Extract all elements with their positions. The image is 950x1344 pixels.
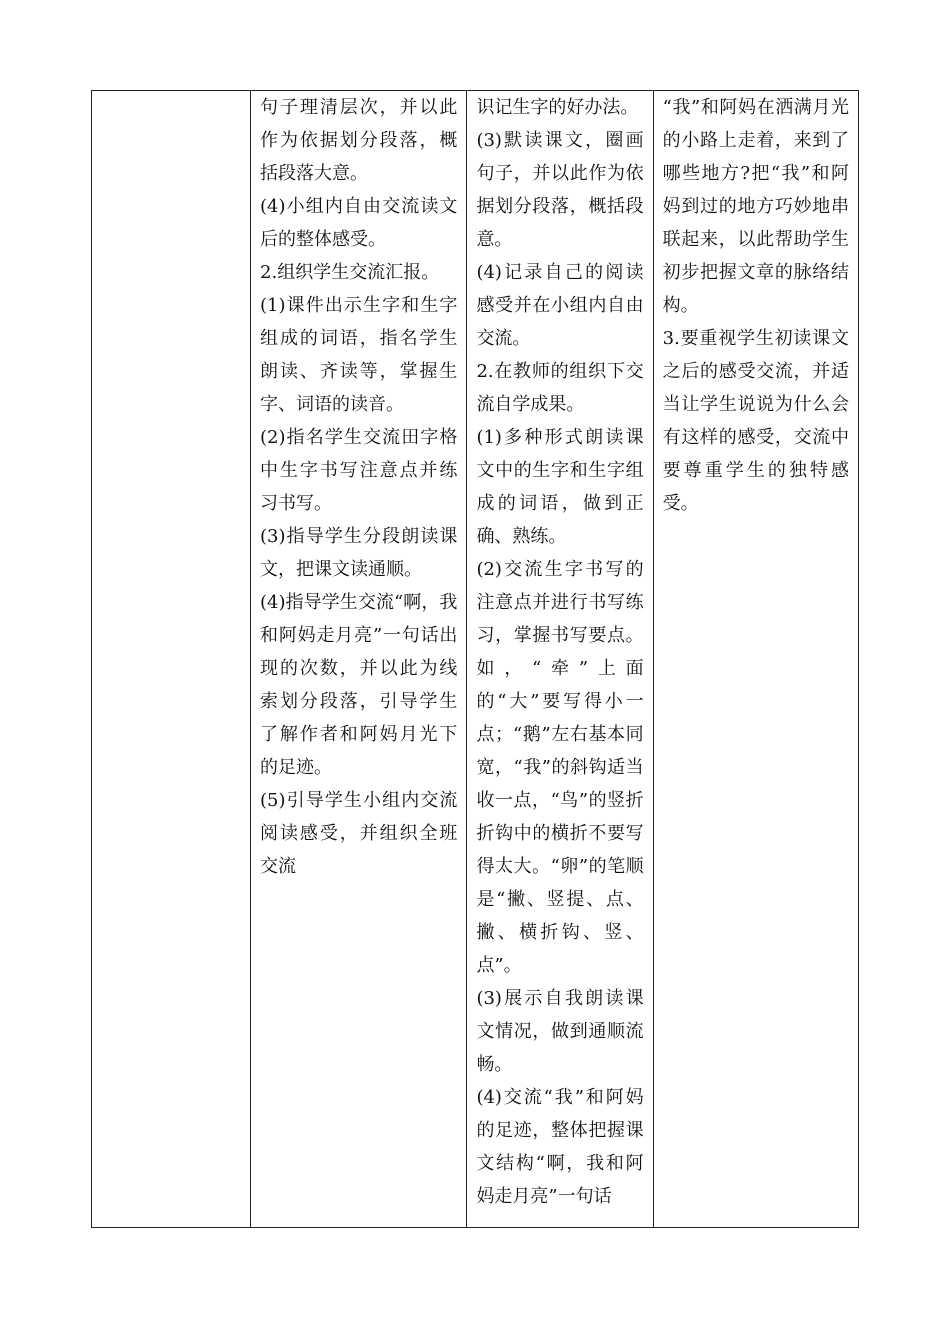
paragraph: “我”和阿妈在洒满月光的小路上走着，来到了哪些地方?把“我”和阿妈到过的地方巧妙地串联起来，以此帮助学生初步把握文章的脉络结构。 (662, 97, 849, 316)
paragraph: (2)指名学生交流田字格中生字书写注意点并练习书写。 (260, 427, 458, 514)
paragraph: (2)交流生字书写的注意点并进行书写练习，掌握书写要点。如，“牵”上面的“大”要写得小一点；“鹅”左右基本同宽，“我”的斜钩适当收一点，“鸟”的竖折折钩中的横折不要写得太大。“卵”的笔顺是“撇、竖提、点、撇、横折钩、竖、点”。 (476, 559, 644, 976)
design-intent-cell (653, 91, 858, 1228)
paragraph: (5)引导学生小组内交流阅读感受，并组织全班交流 (260, 790, 458, 877)
teacher-activity-cell (251, 91, 467, 1228)
paragraph: (4)交流“我”和阿妈的足迹，整体把握课文结构“啊，我和阿妈走月亮”一句话 (476, 1087, 644, 1207)
student-activity-cell (467, 91, 653, 1228)
paragraph: (3)指导学生分段朗读课文，把课文读通顺。 (260, 526, 458, 580)
table-row (92, 91, 859, 1228)
paragraph: (4)指导学生交流“啊，我和阿妈走月亮”一句话出现的次数，并以此为线索划分段落，引导学生了解作者和阿妈月光下的足迹。 (260, 592, 458, 778)
paragraph: (4)小组内自由交流读文后的整体感受。 (260, 196, 458, 250)
paragraph: (1)课件出示生字和生字组成的词语，指名学生朗读、齐读等，掌握生字、词语的读音。 (260, 295, 458, 415)
paragraph: 2.组织学生交流汇报。 (260, 262, 440, 283)
paragraph: 识记生字的好办法。 (476, 97, 639, 118)
column-1-cell (92, 91, 251, 1228)
teacher-activity-content (251, 91, 466, 883)
paragraph: 3.要重视学生初读课文之后的感受交流，并适当让学生说说为什么会有这样的感受，交流中要尊重学生的独特感受。 (662, 328, 849, 514)
design-intent-content (654, 91, 858, 520)
paragraph: 2.在教师的组织下交流自学成果。 (476, 361, 644, 415)
paragraph: 句子理清层次，并以此作为依据划分段落，概括段落大意。 (260, 97, 458, 184)
student-activity-content (467, 91, 652, 1213)
paragraph: (1)多种形式朗读课文中的生字和生字组成的词语，做到正确、熟练。 (476, 427, 644, 547)
paragraph: (4)记录自己的阅读感受并在小组内自由交流。 (476, 262, 644, 349)
paragraph: (3)默读课文，圈画句子，并以此作为依据划分段落，概括段意。 (476, 130, 644, 250)
lesson-plan-table (91, 90, 859, 1228)
paragraph: (3)展示自我朗读课文情况，做到通顺流畅。 (476, 988, 644, 1075)
